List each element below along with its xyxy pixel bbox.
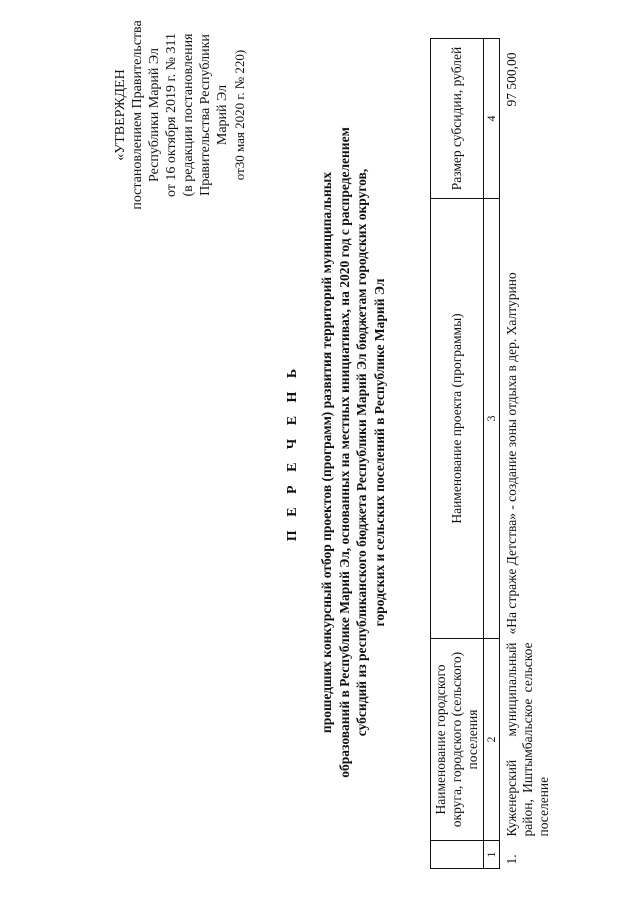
amount-cell: 97 500,00 [504,52,519,107]
subsidy-table [430,38,556,869]
header-cell: Наименование проекта (программы) [431,199,484,639]
header-cell: Наименование городского округа, городского (сельского) поселения [431,639,484,841]
approval-line: от30 мая 2020 г. № 220) [232,49,247,181]
description-line: образований в Республике Марий Эл, основанных на местных инициативах, на 2020 год с распределением [336,127,352,778]
document-description [318,60,388,845]
column-number-row [484,39,500,869]
municipality-cell: Куженерский муниципальный район, Иштымбальское сельское поселение [504,642,551,837]
table-row [500,39,557,869]
approval-line: Правительства Республики Марий Эл [198,34,230,196]
approval-line: постановлением Правительства [130,20,145,210]
approval-line: от 16 октября 2019 г. № 311 [164,33,179,197]
description-line: городских и сельских поселений в Республике Марий Эл [371,278,387,627]
approval-stamp [112,15,248,215]
row-number: 1. [504,854,519,865]
project-cell: «На страже Детства» - создание зоны отдыха в дер. Халтурино [504,272,519,635]
approval-line: (в редакции постановления [181,33,196,197]
approval-line: Республики Марий Эл [147,48,162,182]
column-number: 4 [484,39,500,199]
document-heading: П Е Р Е Ч Е Н Ь [285,363,300,542]
header-cell: Размер субсидии, рублей [431,39,484,199]
description-line: прошедших конкурсный отбор проектов (программ) развития территорий муниципальных [319,171,334,734]
column-number: 3 [484,199,500,639]
header-cell [431,841,484,869]
column-number: 1 [484,841,500,869]
column-number: 2 [484,639,500,841]
description-line: субсидий из республиканского бюджета Республики Марий Эл бюджетам городских округов, [354,168,369,737]
table-header-row [431,39,484,869]
approval-line: «УТВЕРЖДЕН [113,69,128,161]
